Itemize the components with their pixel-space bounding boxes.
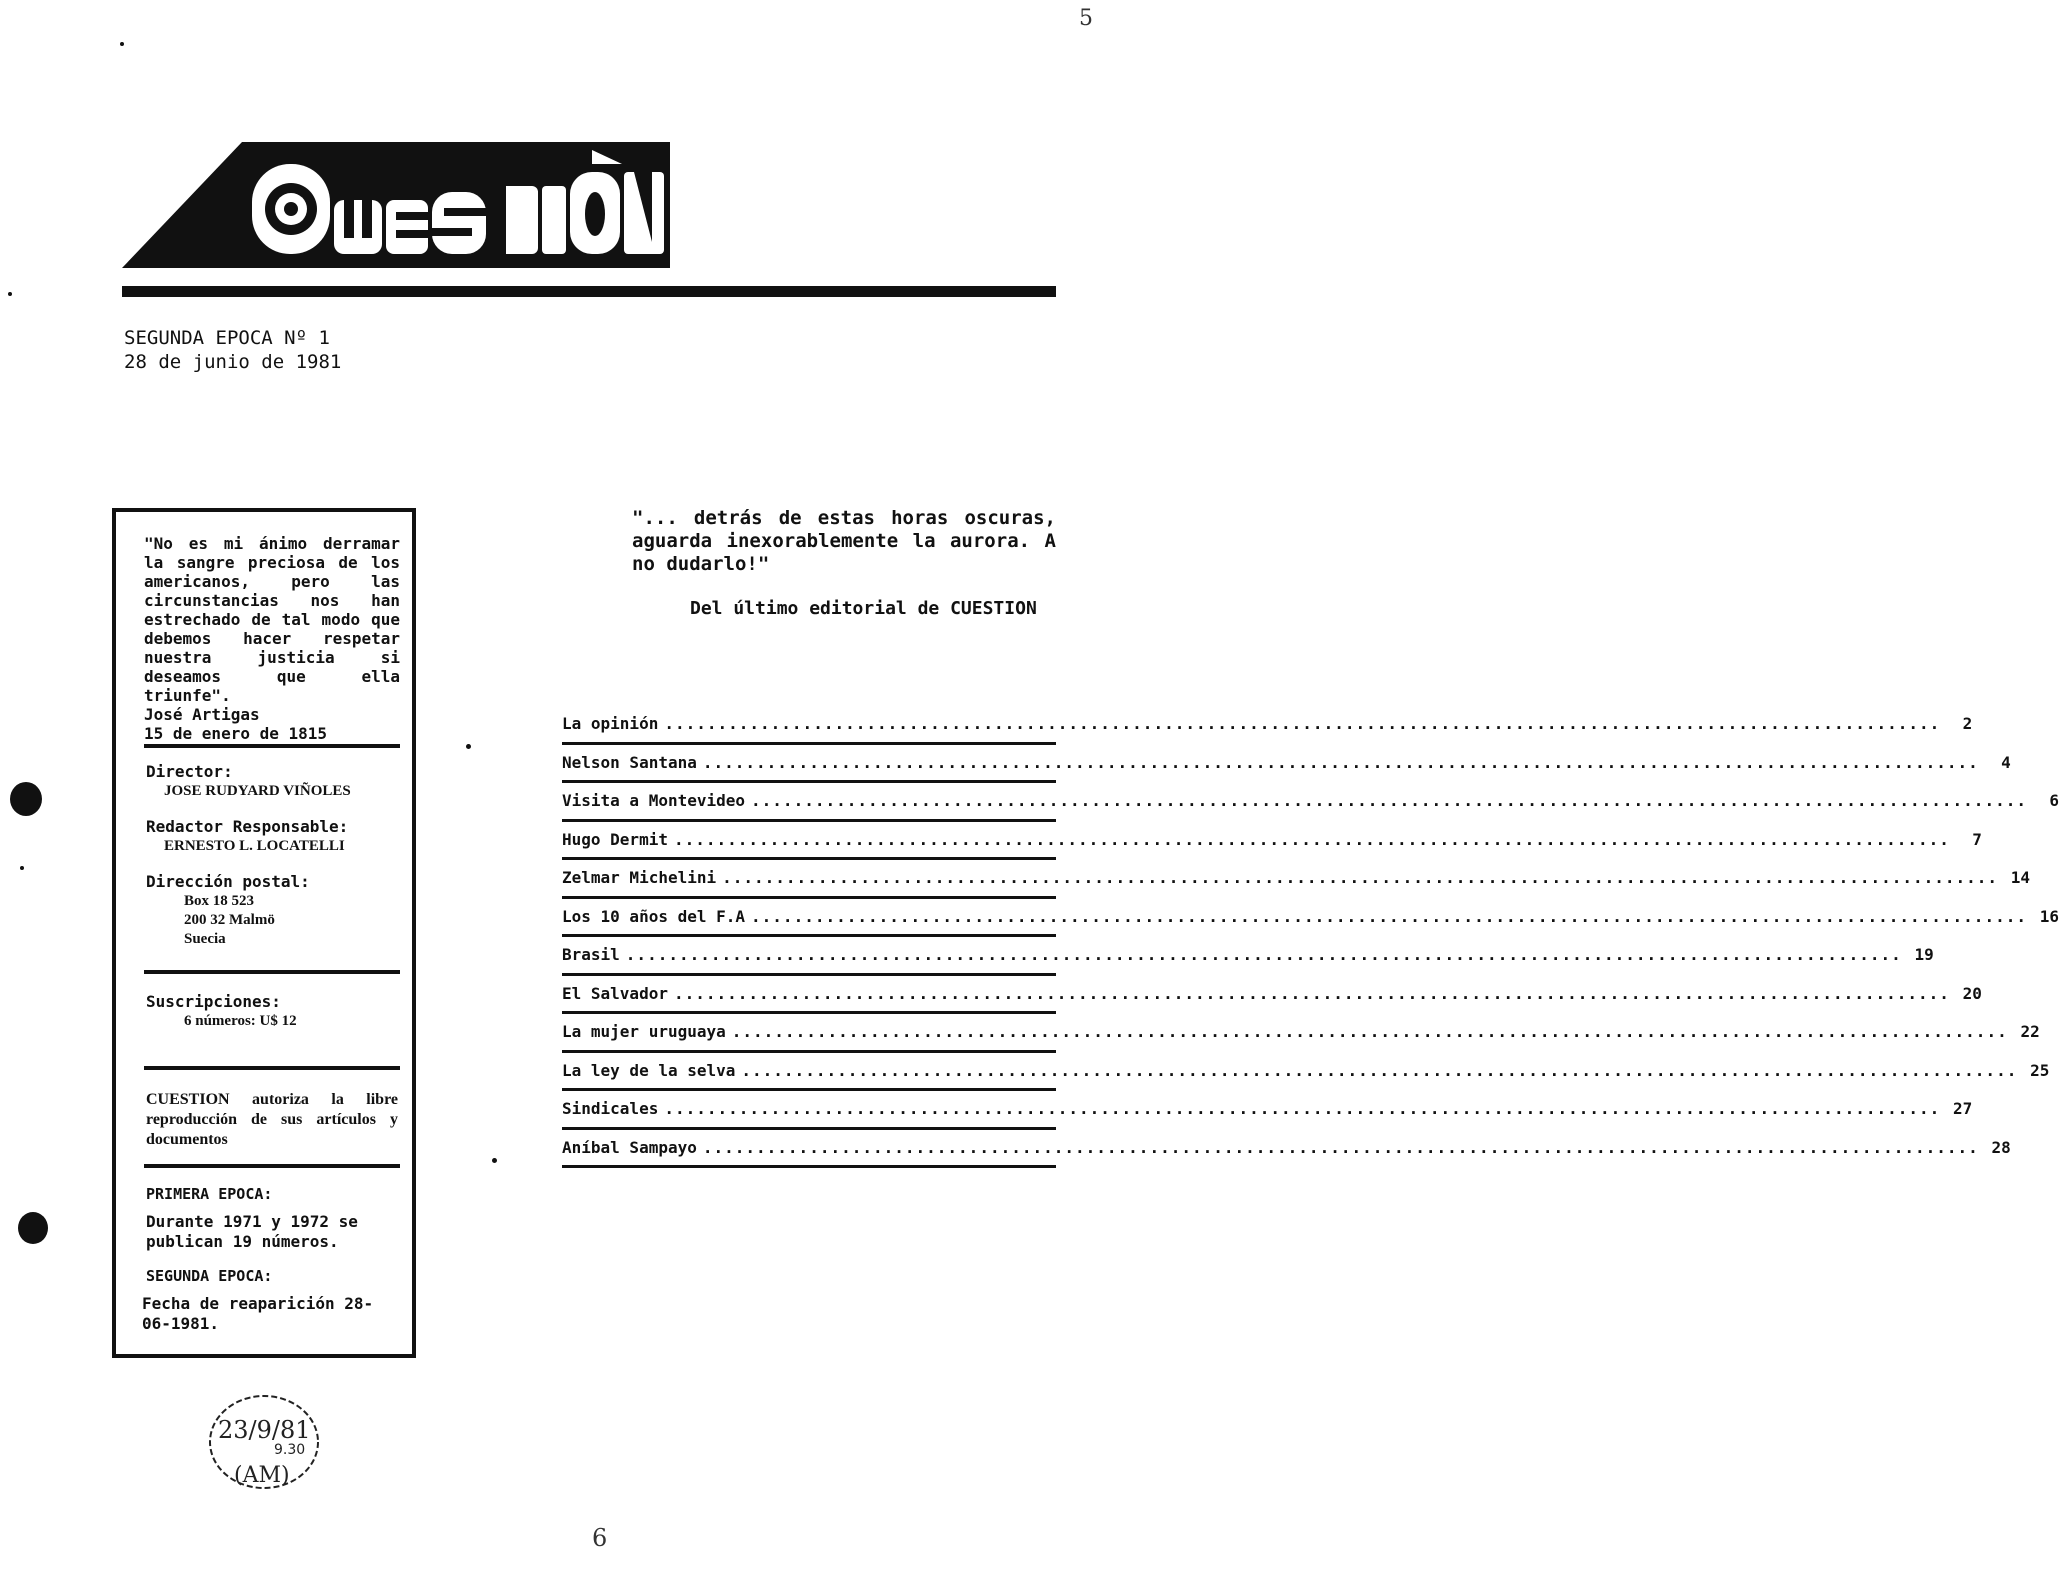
quote-author: José Artigas <box>144 705 260 724</box>
toc-leader: ........................................................................................................................ <box>625 945 1902 965</box>
toc-row <box>562 1014 2040 1053</box>
stamp-time: 9.30 <box>274 1442 306 1458</box>
address-label: Dirección postal: <box>146 872 310 891</box>
history-section <box>142 1184 398 1334</box>
speck <box>8 292 12 296</box>
toc-title: Sindicales <box>562 1099 659 1119</box>
editor-label: Redactor Responsable: <box>146 817 349 836</box>
toc-row <box>562 783 2059 822</box>
subscriptions-label: Suscripciones: <box>146 992 281 1011</box>
stamp-graphic <box>204 1392 322 1496</box>
toc-leader: ........................................................................................................................ <box>702 1137 1979 1157</box>
toc-row <box>562 822 1982 861</box>
toc-title: El Salvador <box>562 983 668 1003</box>
toc-page: 27 <box>1953 1099 1973 1119</box>
toc-title: Aníbal Sampayo <box>562 1137 697 1157</box>
toc-row <box>562 1091 1973 1130</box>
punch-hole <box>18 1212 48 1244</box>
toc-row <box>562 745 2011 784</box>
first-epoch-text: Durante 1971 y 1972 se publican 19 números. <box>146 1212 358 1251</box>
toc-page: 22 <box>2020 1022 2040 1042</box>
toc-page: 7 <box>1972 829 1982 849</box>
toc-row <box>562 860 2031 899</box>
divider <box>144 1066 400 1070</box>
logo-graphic <box>122 142 670 270</box>
toc-leader: ........................................................................................................................ <box>664 714 1941 734</box>
stamp-date: 23/9/81 <box>218 1416 311 1444</box>
second-epoch-label: SEGUNDA EPOCA: <box>146 1267 273 1285</box>
toc-page: 28 <box>1991 1137 2011 1157</box>
staff-section <box>146 762 398 949</box>
divider <box>144 970 400 974</box>
toc-row <box>562 937 1934 976</box>
toc-leader: ........................................................................................................................ <box>673 829 1950 849</box>
stamp-period: (AM) <box>234 1463 290 1488</box>
toc-page: 16 <box>2039 906 2059 926</box>
artigas-quote <box>144 534 400 743</box>
issue-number: SEGUNDA EPOCA Nº 1 <box>124 327 330 349</box>
toc-leader: ........................................................................................................................ <box>673 983 1950 1003</box>
speck <box>466 744 471 749</box>
address-line: 200 32 Malmö <box>184 912 275 928</box>
toc-title: La opinión <box>562 714 659 734</box>
page-number-mark: 5 <box>1079 6 1093 31</box>
toc-leader: ........................................................................................................................ <box>722 868 1999 888</box>
speck <box>120 42 124 46</box>
punch-hole <box>10 782 42 816</box>
received-stamp <box>204 1392 322 1496</box>
toc-leader: ........................................................................................................................ <box>664 1099 1941 1119</box>
divider <box>144 1164 400 1168</box>
director-name: JOSE RUDYARD VIÑOLES <box>164 783 351 799</box>
issue-info <box>124 326 341 374</box>
toc-leader: ........................................................................................................................ <box>731 1022 2008 1042</box>
toc-page: 19 <box>1914 945 1934 965</box>
footer-mark: 6 <box>592 1524 608 1552</box>
masthead-rule <box>122 286 1056 297</box>
toc-title: Nelson Santana <box>562 752 697 772</box>
toc-row <box>562 1130 2011 1169</box>
first-epoch-label: PRIMERA EPOCA: <box>146 1185 273 1203</box>
toc-leader: ........................................................................................................................ <box>702 752 1979 772</box>
toc-title: La ley de la selva <box>562 1060 736 1080</box>
info-box <box>112 508 416 1358</box>
editorial-quote <box>632 507 1056 576</box>
divider <box>144 744 400 748</box>
editorial-attribution: Del último editorial de CUESTION <box>690 598 1037 619</box>
toc-page: 2 <box>1962 714 1973 734</box>
toc-row <box>562 1053 2050 1092</box>
second-epoch-text: Fecha de reaparición 28-06-1981. <box>142 1294 374 1333</box>
toc-title: Hugo Dermit <box>562 829 668 849</box>
toc-title: Los 10 años del F.A <box>562 906 746 926</box>
toc-page: 4 <box>2001 752 2011 772</box>
license-note: CUESTION autoriza la libre reproducción de sus artículos y documentos <box>146 1091 398 1148</box>
subscriptions-section <box>146 992 398 1031</box>
toc-row <box>562 976 1982 1015</box>
toc-leader: ........................................................................................................................ <box>751 906 2027 926</box>
director-label: Director: <box>146 762 233 781</box>
address-line: Suecia <box>184 931 226 947</box>
subscriptions-detail: 6 números: U$ 12 <box>184 1013 297 1029</box>
editor-name: ERNESTO L. LOCATELLI <box>164 838 345 854</box>
quote-date: 15 de enero de 1815 <box>144 724 328 743</box>
toc-title: Brasil <box>562 945 620 965</box>
toc-leader: ........................................................................................................................ <box>741 1060 2018 1080</box>
toc-leader: ........................................................................................................................ <box>751 791 2027 811</box>
masthead-logo <box>122 142 670 270</box>
issue-date: 28 de junio de 1981 <box>124 351 342 373</box>
toc-page: 6 <box>2049 791 2059 811</box>
address-line: Box 18 523 <box>184 893 255 909</box>
toc-title: Zelmar Michelini <box>562 868 717 888</box>
toc-row <box>562 706 1973 745</box>
toc-page: 25 <box>2030 1060 2050 1080</box>
speck <box>492 1158 497 1163</box>
quote-text: "No es mi ánimo derramar la sangre preciosa de los americanos, pero las circunstancias nos han estrechado de tal modo que debemos hacer respetar nuestra justicia si deseamos que ella triunfe". <box>144 534 400 705</box>
toc-page: 20 <box>1962 983 1982 1003</box>
table-of-contents <box>562 706 2059 1168</box>
speck <box>20 866 24 870</box>
toc-title: Visita a Montevideo <box>562 791 746 811</box>
toc-row <box>562 899 2059 938</box>
editorial-quote-text: "... detrás de estas horas oscuras, aguarda inexorablemente la aurora. A no dudarlo!" <box>632 507 1056 575</box>
toc-title: La mujer uruguaya <box>562 1022 726 1042</box>
toc-page: 14 <box>2010 868 2031 888</box>
